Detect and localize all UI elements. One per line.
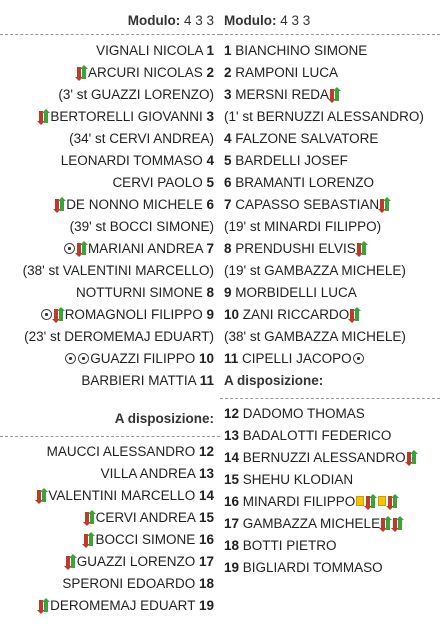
home-module-value: 4 3 3	[183, 13, 214, 28]
divider	[220, 34, 440, 35]
player-name: MERSNI REDA	[235, 87, 330, 102]
player-number: 13	[198, 466, 214, 481]
player-name: RAMPONI LUCA	[235, 65, 339, 80]
substitution-icon	[407, 451, 417, 464]
player-name: MAUCCI ALESSANDRO	[46, 444, 196, 459]
player-row	[224, 447, 440, 469]
substitution-icon	[350, 308, 360, 321]
player-name: (38' st VALENTINI MARCELLO)	[22, 263, 214, 278]
player-name: DADOMO THOMAS	[242, 406, 365, 421]
player-number: 1	[206, 43, 214, 58]
player-row	[224, 194, 440, 216]
player-number: 3	[224, 87, 232, 102]
player-name: MORBIDELLI LUCA	[235, 285, 357, 300]
player-number: 6	[224, 175, 232, 190]
player-number: 9	[206, 307, 214, 322]
player-number: 13	[224, 428, 240, 443]
player-name: SHEHU KLODIAN	[242, 472, 354, 487]
player-row	[0, 348, 214, 370]
player-name: BIANCHINO SIMONE	[235, 43, 368, 58]
player-number: 3	[206, 109, 214, 124]
player-number: 4	[224, 131, 232, 146]
player-name: DEROMEMAJ EDUART	[50, 598, 196, 613]
player-row	[224, 425, 440, 447]
away-lineup	[220, 0, 440, 635]
home-lineup	[0, 0, 220, 635]
home-module-label: Modulo:	[127, 13, 181, 28]
player-number: 18	[198, 576, 214, 591]
player-number: 5	[224, 153, 232, 168]
goal-ball-icon	[65, 353, 76, 364]
player-row	[224, 535, 440, 557]
player-name: BERNUZZI ALESSANDRO	[242, 450, 406, 465]
player-number: 4	[206, 153, 214, 168]
player-name: (23' st DEROMEMAJ EDUART)	[24, 329, 214, 344]
substitution-row	[0, 326, 214, 348]
substitution-icon	[77, 242, 87, 255]
away-module	[224, 8, 440, 34]
player-row	[0, 304, 214, 326]
player-name: (19' st GAMBAZZA MICHELE)	[224, 263, 406, 278]
player-row	[224, 84, 440, 106]
player-number: 16	[224, 494, 240, 509]
substitution-icon	[39, 599, 49, 612]
player-row	[0, 282, 214, 304]
player-row	[0, 194, 214, 216]
player-number: 1	[224, 43, 232, 58]
player-name: VILLA ANDREA	[100, 466, 196, 481]
player-name: (19' st MINARDI FILIPPO)	[224, 219, 382, 234]
player-row	[0, 595, 214, 617]
player-row	[0, 551, 214, 573]
player-number: 6	[206, 197, 214, 212]
player-row	[224, 304, 440, 326]
player-number: 16	[198, 532, 214, 547]
player-row	[0, 40, 214, 62]
player-name: SPERONI EDOARDO	[62, 576, 196, 591]
player-row	[224, 469, 440, 491]
player-row	[224, 150, 440, 172]
player-row	[0, 62, 214, 84]
player-name: GAMBAZZA MICHELE	[242, 516, 381, 531]
substitution-row	[224, 326, 440, 348]
player-number: 12	[198, 444, 214, 459]
player-row	[224, 282, 440, 304]
divider	[0, 436, 220, 437]
player-name: BIGLIARDI TOMMASO	[242, 560, 383, 575]
player-row	[224, 557, 440, 579]
player-row	[224, 491, 440, 513]
player-row	[224, 62, 440, 84]
player-name: MINARDI FILIPPO	[242, 494, 356, 509]
player-name: NOTTURNI SIMONE	[75, 285, 203, 300]
player-row	[224, 403, 440, 425]
player-row	[0, 573, 214, 595]
player-row	[0, 150, 214, 172]
player-name: BARBIERI MATTIA	[81, 373, 196, 388]
substitution-icon	[388, 495, 398, 508]
player-row	[0, 529, 214, 551]
player-name: ROMAGNOLI FILIPPO	[64, 307, 203, 322]
goal-ball-icon	[353, 353, 364, 364]
player-row	[0, 463, 214, 485]
substitution-icon	[37, 489, 47, 502]
substitution-row	[0, 216, 214, 238]
player-name: CIPELLI JACOPO	[242, 351, 352, 366]
away-bench-list	[224, 403, 440, 579]
player-name: BADALOTTI FEDERICO	[242, 428, 392, 443]
substitution-icon	[55, 198, 65, 211]
player-row	[0, 172, 214, 194]
home-bench-list	[0, 441, 214, 617]
player-number: 11	[224, 351, 239, 366]
player-number: 10	[224, 307, 240, 322]
player-name: GUAZZI FILIPPO	[90, 351, 196, 366]
player-row	[0, 507, 214, 529]
home-module	[0, 8, 214, 34]
player-number: 8	[224, 241, 232, 256]
goal-ball-icon	[41, 309, 52, 320]
player-name: (38' st GAMBAZZA MICHELE)	[224, 329, 406, 344]
substitution-icon	[357, 242, 367, 255]
substitution-icon	[77, 66, 87, 79]
player-number: 19	[224, 560, 240, 575]
player-number: 9	[224, 285, 232, 300]
player-number: 5	[206, 175, 214, 190]
goal-ball-icon	[64, 243, 75, 254]
substitution-row	[0, 84, 214, 106]
away-starters-list	[224, 40, 440, 370]
player-number: 18	[224, 538, 240, 553]
player-row	[224, 172, 440, 194]
substitution-row	[0, 260, 214, 282]
player-name: BOTTI PIETRO	[242, 538, 337, 553]
player-name: ZANI RICCARDO	[242, 307, 350, 322]
substitution-icon	[85, 511, 95, 524]
away-module-value: 4 3 3	[280, 13, 311, 28]
player-name: BRAMANTI LORENZO	[235, 175, 375, 190]
goal-ball-icon	[78, 353, 89, 364]
substitution-row	[224, 216, 440, 238]
player-name: (39' st BOCCI SIMONE)	[69, 219, 214, 234]
substitution-row	[224, 260, 440, 282]
substitution-row	[224, 106, 440, 128]
player-name: CAPASSO SEBASTIAN	[235, 197, 380, 212]
player-name: CERVI ANDREA	[95, 510, 196, 525]
home-starters-list	[0, 40, 214, 392]
substitution-icon	[66, 555, 76, 568]
player-row	[0, 238, 214, 260]
away-bench-title: A disposizione:	[224, 373, 324, 388]
player-number: 2	[224, 65, 232, 80]
substitution-icon	[393, 517, 403, 530]
player-number: 2	[206, 65, 214, 80]
substitution-icon	[380, 198, 390, 211]
player-name: MARIANI ANDREA	[87, 241, 203, 256]
substitution-icon	[366, 495, 376, 508]
player-number: 14	[224, 450, 240, 465]
player-name: (1' st BERNUZZI ALESSANDRO)	[224, 109, 424, 124]
player-name: BERTORELLI GIOVANNI	[50, 109, 203, 124]
player-name: VIGNALI NICOLA	[96, 43, 203, 58]
player-name: ARCURI NICOLAS	[87, 65, 203, 80]
player-name: LEONARDI TOMMASO	[60, 153, 203, 168]
substitution-icon	[54, 308, 64, 321]
player-row	[0, 106, 214, 128]
player-number: 7	[224, 197, 232, 212]
divider	[220, 398, 440, 399]
player-row	[224, 238, 440, 260]
player-row	[224, 513, 440, 535]
player-name: PRENDUSHI ELVIS	[235, 241, 356, 256]
player-number: 8	[206, 285, 214, 300]
player-name: DE NONNO MICHELE	[66, 197, 203, 212]
substitution-row	[0, 128, 214, 150]
player-number: 14	[198, 488, 214, 503]
yellow-card-icon	[378, 496, 386, 506]
player-row	[224, 128, 440, 150]
substitution-icon	[39, 110, 49, 123]
player-row	[224, 40, 440, 62]
home-bench-title: A disposizione:	[114, 411, 214, 426]
player-number: 12	[224, 406, 240, 421]
player-name: FALZONE SALVATORE	[235, 131, 379, 146]
player-name: BOCCI SIMONE	[95, 532, 196, 547]
player-row	[0, 370, 214, 392]
player-name: GUAZZI LORENZO	[76, 554, 196, 569]
player-number: 17	[224, 516, 240, 531]
player-number: 19	[198, 598, 214, 613]
substitution-icon	[84, 533, 94, 546]
away-module-label: Modulo:	[224, 13, 277, 28]
substitution-icon	[381, 517, 391, 530]
player-number: 17	[198, 554, 214, 569]
substitution-icon	[330, 88, 340, 101]
player-number: 10	[198, 351, 214, 366]
player-number: 11	[199, 373, 214, 388]
player-number: 7	[206, 241, 214, 256]
player-name: (3' st GUAZZI LORENZO)	[58, 87, 214, 102]
player-name: BARDELLI JOSEF	[235, 153, 348, 168]
player-name: (34' st CERVI ANDREA)	[69, 131, 214, 146]
yellow-card-icon	[356, 496, 364, 506]
player-number: 15	[198, 510, 214, 525]
player-name: CERVI PAOLO	[112, 175, 203, 190]
divider	[0, 34, 220, 35]
player-number: 15	[224, 472, 240, 487]
player-name: VALENTINI MARCELLO	[48, 488, 196, 503]
player-row	[0, 485, 214, 507]
player-row	[0, 441, 214, 463]
